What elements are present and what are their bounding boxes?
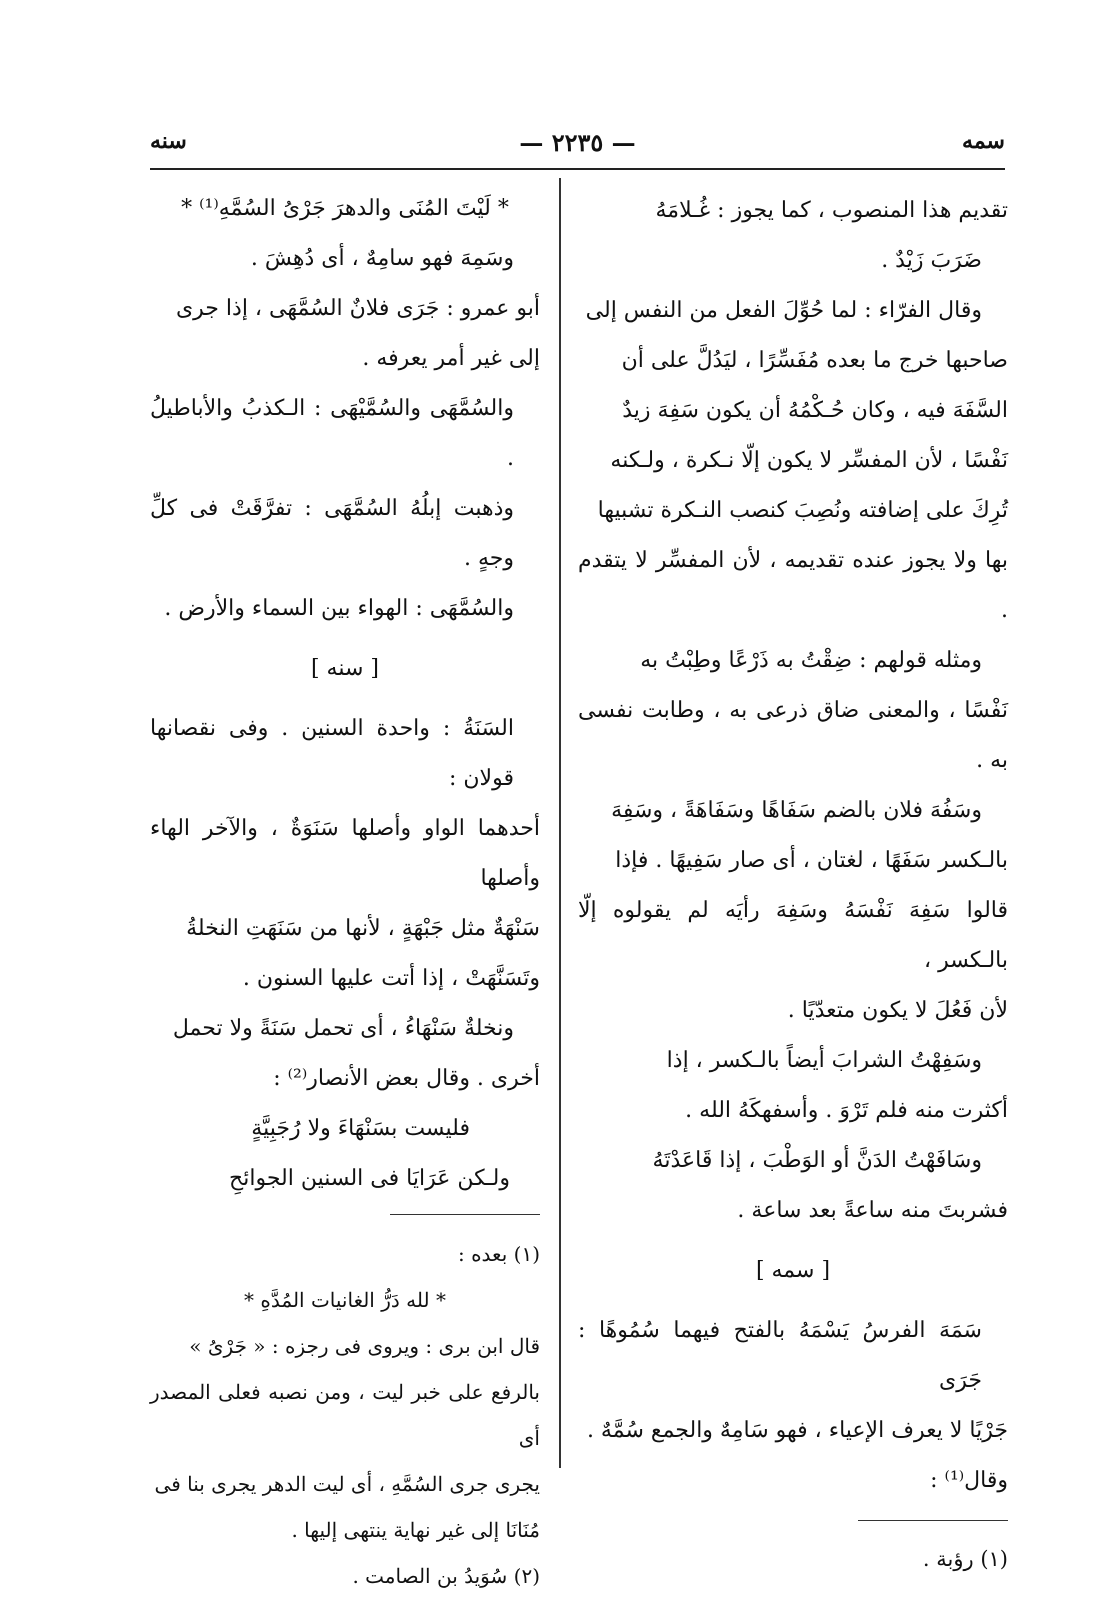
text-line: وقال الفرّاء : لما حُوِّلَ الفعل من النفس إلى (585, 298, 982, 323)
page-header (150, 128, 1005, 168)
footnote-rule (858, 1520, 1008, 1521)
footnote: (٢) سُوَيدُ بن الصامت . (352, 1564, 540, 1588)
left-column (150, 184, 540, 1599)
text-line: ونخلةٌ سَنْهَاءُ ، أى تحمل سَنَةً ولا تحمل (172, 1016, 514, 1041)
header-right-keyword: سمه (962, 128, 1005, 154)
text-line: قالوا سَفِهَ نَفْسَهُ وسَفِهَ رأيَه لم يقولوه إلّا بالـكسر ، (578, 898, 1008, 973)
text-line: أكثرت منه فلم تَرْوَ . وأسفهكَهُ الله . (685, 1098, 1008, 1123)
entry-heading: [ سنه ] (310, 656, 380, 681)
text-line: سَمَهَ الفرسُ يَسْمَهُ بالفتح فيهما سُمُوهًا : جَرَى (578, 1318, 982, 1393)
text-line: وتَسَنَّهَتْ ، إذا أتت عليها السنون . (242, 966, 540, 991)
footnote-rule (390, 1214, 540, 1215)
text-line: صاحبها خرج ما بعده مُفَسِّرًا ، ليَدُلَّ على أن (621, 348, 1008, 373)
text-line: السَنَةُ : واحدة السنين . وفى نقصانها قولان : (150, 716, 514, 791)
header-rule (150, 168, 1005, 170)
text-line: نَفْسًا ، لأن المفسِّر لا يكون إلّا نـكرة ، ولـكنه (610, 448, 1008, 473)
text-line: إلى غير أمر يعرفه . (362, 346, 540, 371)
text-line: بها ولا يجوز عنده تقديمه ، لأن المفسِّر لا يتقدم . (578, 548, 1008, 623)
text-line: أحدهما الواو وأصلها سَنَوَةٌ ، والآخر الهاء وأصلها (150, 816, 540, 891)
text-line: والسُمَّهَى والسُمَّيْهَى : الـكذبُ والأباطيلُ . (150, 396, 514, 471)
footnote: مُنَانَا إلى غير نهاية ينتهى إليها . (291, 1518, 540, 1542)
text-line: لأن فَعُلَ لا يكون متعدّيًا . (787, 998, 1008, 1023)
text-line: أخرى . وقال بعض الأنصار⁽²⁾ : (273, 1066, 540, 1091)
footnote-verse: * لله دَرُّ الغانيات المُدَّهِ * (244, 1288, 446, 1312)
page-number: — ٢٢٣٥ — (519, 128, 636, 157)
footnote: بالرفع على خبر ليت ، ومن نصبه فعلى المصدر أى (150, 1380, 540, 1450)
verse-line: ولـكن عَرَايَا فى السنين الجوائحِ (229, 1166, 510, 1191)
text-line: سَنْهَةٌ مثل جَبْهَةٍ ، لأنها من سَنَهَتِ النخلةُ (186, 916, 540, 941)
footnote: (١) بعده : (457, 1242, 540, 1266)
text-line: جَرْيًا لا يعرف الإعياء ، فهو سَامِهٌ والجمع سُمَّهٌ . (586, 1418, 1008, 1443)
text-line: وسَفُهَ فلان بالضم سَفَاهًا وسَفَاهَةً ، وسَفِهَ (611, 798, 982, 823)
footnote: يجرى جرى السُمَّهِ ، أى ليت الدهر يجرى بنا فى (154, 1472, 540, 1496)
footnote: قال ابن برى : ويروى فى رجزه : « جَرْىُ » (189, 1334, 540, 1358)
text-line: ضَرَبَ زَيْدٌ . (881, 248, 982, 273)
text-line: السَّفَهَ فيه ، وكان حُـكْمُهُ أن يكون سَفِهَ زيدٌ (622, 398, 1008, 423)
text-line: تُرِكَ على إضافته ونُصِبَ كنصب النـكرة تشبيها (597, 498, 1008, 523)
verse-line: * لَيْتَ المُنَى والدهرَ جَرْىُ السُمَّهِ⁽¹⁾ * (181, 196, 509, 221)
text-line: وسَفِهْتُ الشرابَ أيضاً بالـكسر ، إذا (666, 1048, 982, 1073)
footnote: (١) رؤبة . (922, 1547, 1008, 1571)
text-line: وسَافَهْتُ الدَنَّ أو الوَطْبَ ، إذا قَاعَدْتَهُ (652, 1148, 982, 1173)
column-divider (559, 178, 561, 1468)
text-line: وقال⁽¹⁾ : (930, 1468, 1008, 1493)
text-line: بالـكسر سَفَهًا ، لغتان ، أى صار سَفِيهًا . فإذا (615, 848, 1008, 873)
text-line: وسَمِهَ فهو سامِهٌ ، أى دُهِشَ . (250, 246, 514, 271)
text-line: والسُمَّهَى : الهواء بين السماء والأرض . (164, 596, 514, 621)
verse-line: فليست بسَنْهَاءَ ولا رُجَبِيَّةٍ (251, 1116, 470, 1141)
text-line: وذهبت إبلُهُ السُمَّهَى : تفرَّقَتْ فى كلِّ وجهٍ . (150, 496, 514, 571)
text-line: أبو عمرو : جَرَى فلانٌ السُمَّهَى ، إذا جرى (175, 296, 540, 321)
right-column (578, 186, 1008, 1583)
text-line: نَفْسًا ، والمعنى ضاق ذرعى به ، وطابت نفسى به . (578, 698, 1008, 773)
entry-heading: [ سمه ] (755, 1258, 831, 1283)
text-line: تقديم هذا المنصوب ، كما يجوز : غُـلامَهُ (655, 198, 1008, 223)
text-line: ومثله قولهم : ضِقْتُ به ذَرْعًا وطِبْتُ به (640, 648, 982, 673)
header-left-keyword: سنه (150, 128, 187, 154)
text-line: فشربتَ منه ساعةً بعد ساعة . (737, 1198, 1008, 1223)
